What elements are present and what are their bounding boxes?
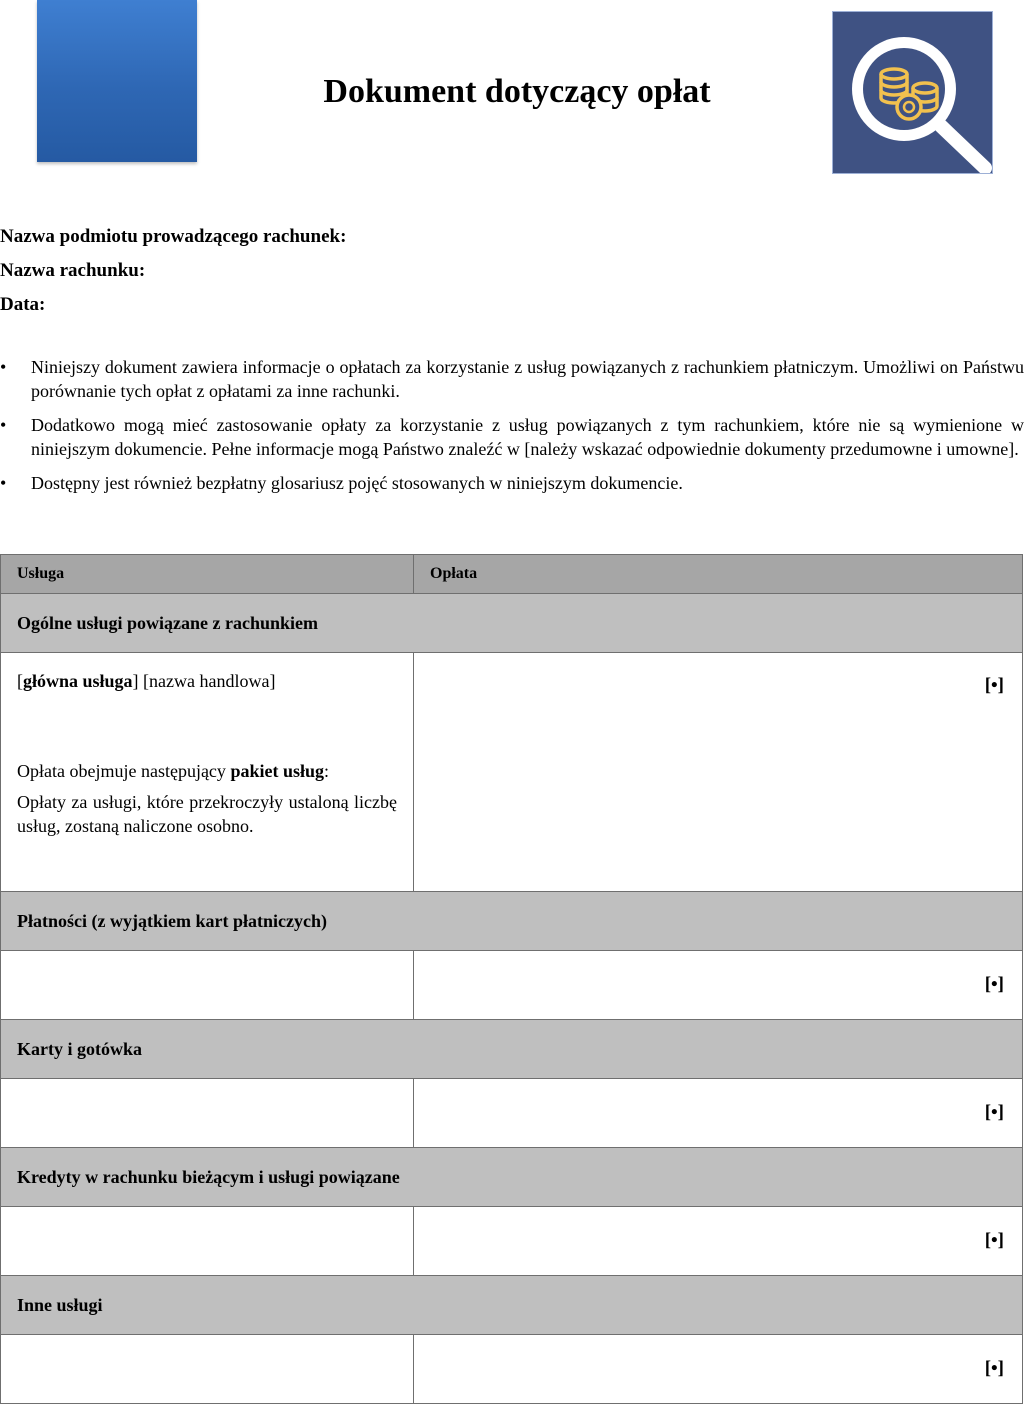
section-row — [1, 1276, 1023, 1335]
bullet-item: • Dostępny jest również bezpłatny glosariusz pojęć stosowanych w niniejszym dokumencie. — [0, 473, 683, 493]
section-row — [1, 594, 1023, 653]
bullet-icon: • — [0, 473, 7, 493]
section-row — [1, 1020, 1023, 1079]
provider-name-label: Nazwa podmiotu prowadzącego rachunek: — [0, 226, 347, 247]
table-row — [1, 1207, 1023, 1276]
fee-placeholder: [•] — [414, 1335, 1023, 1404]
section-title: Karty i gotówka — [1, 1020, 1023, 1079]
page-title: Dokument dotyczący opłat — [323, 73, 711, 110]
service-cell — [1, 1207, 414, 1276]
main-service-name: [główna usługa] [nazwa handlowa] — [17, 671, 276, 691]
bullet-icon: • — [0, 415, 7, 435]
table-row — [1, 653, 1023, 892]
section-title: Inne usługi — [1, 1276, 1023, 1335]
info-bullet-list — [0, 355, 1024, 505]
header-fee: Opłata — [414, 555, 1023, 594]
bullet-icon: • — [0, 357, 7, 377]
section-row — [1, 1148, 1023, 1207]
section-title: Płatności (z wyjątkiem kart płatniczych) — [1, 892, 1023, 951]
bullet-item: • Niniejszy dokument zawiera informacje o opłatach za korzystanie z usług powiązanych z rachunkiem płatniczym. Umożliwi on Państwu porównanie tych opłat z opłatami za inne rachunki. — [0, 357, 1024, 401]
table-row — [1, 1079, 1023, 1148]
fee-placeholder: [•] — [414, 1207, 1023, 1276]
fee-placeholder: [•] — [414, 1079, 1023, 1148]
account-name-label: Nazwa rachunku: — [0, 260, 146, 281]
date-label: Data: — [0, 294, 46, 315]
service-cell — [1, 653, 414, 892]
table-row — [1, 951, 1023, 1020]
fee-placeholder: [•] — [414, 951, 1023, 1020]
service-cell — [1, 951, 414, 1020]
package-line: Opłata obejmuje następujący pakiet usług: — [17, 761, 329, 781]
document-meta — [0, 220, 346, 322]
package-note: Opłaty za usługi, które przekroczyły ustaloną liczbę usług, zostaną naliczone osobno. — [17, 792, 397, 836]
bullet-item: • Dodatkowo mogą mieć zastosowanie opłaty za korzystanie z usług powiązanych z tym rachunkiem, które nie są wymienione w niniejszym dokumencie. Pełne informacje mogą Państwo znaleźć w [należy wskazać odpowiednie dokumenty przedumowne i umowne]. — [0, 415, 1024, 459]
header-service: Usługa — [1, 555, 414, 594]
section-row — [1, 892, 1023, 951]
section-title: Ogólne usługi powiązane z rachunkiem — [1, 594, 1023, 653]
fees-table — [0, 554, 1023, 1404]
fee-placeholder: [•] — [414, 653, 1023, 892]
table-row — [1, 1335, 1023, 1404]
service-cell — [1, 1079, 414, 1148]
service-cell — [1, 1335, 414, 1404]
section-title: Kredyty w rachunku bieżącym i usługi powiązane — [1, 1148, 1023, 1207]
table-header-row — [1, 555, 1023, 594]
